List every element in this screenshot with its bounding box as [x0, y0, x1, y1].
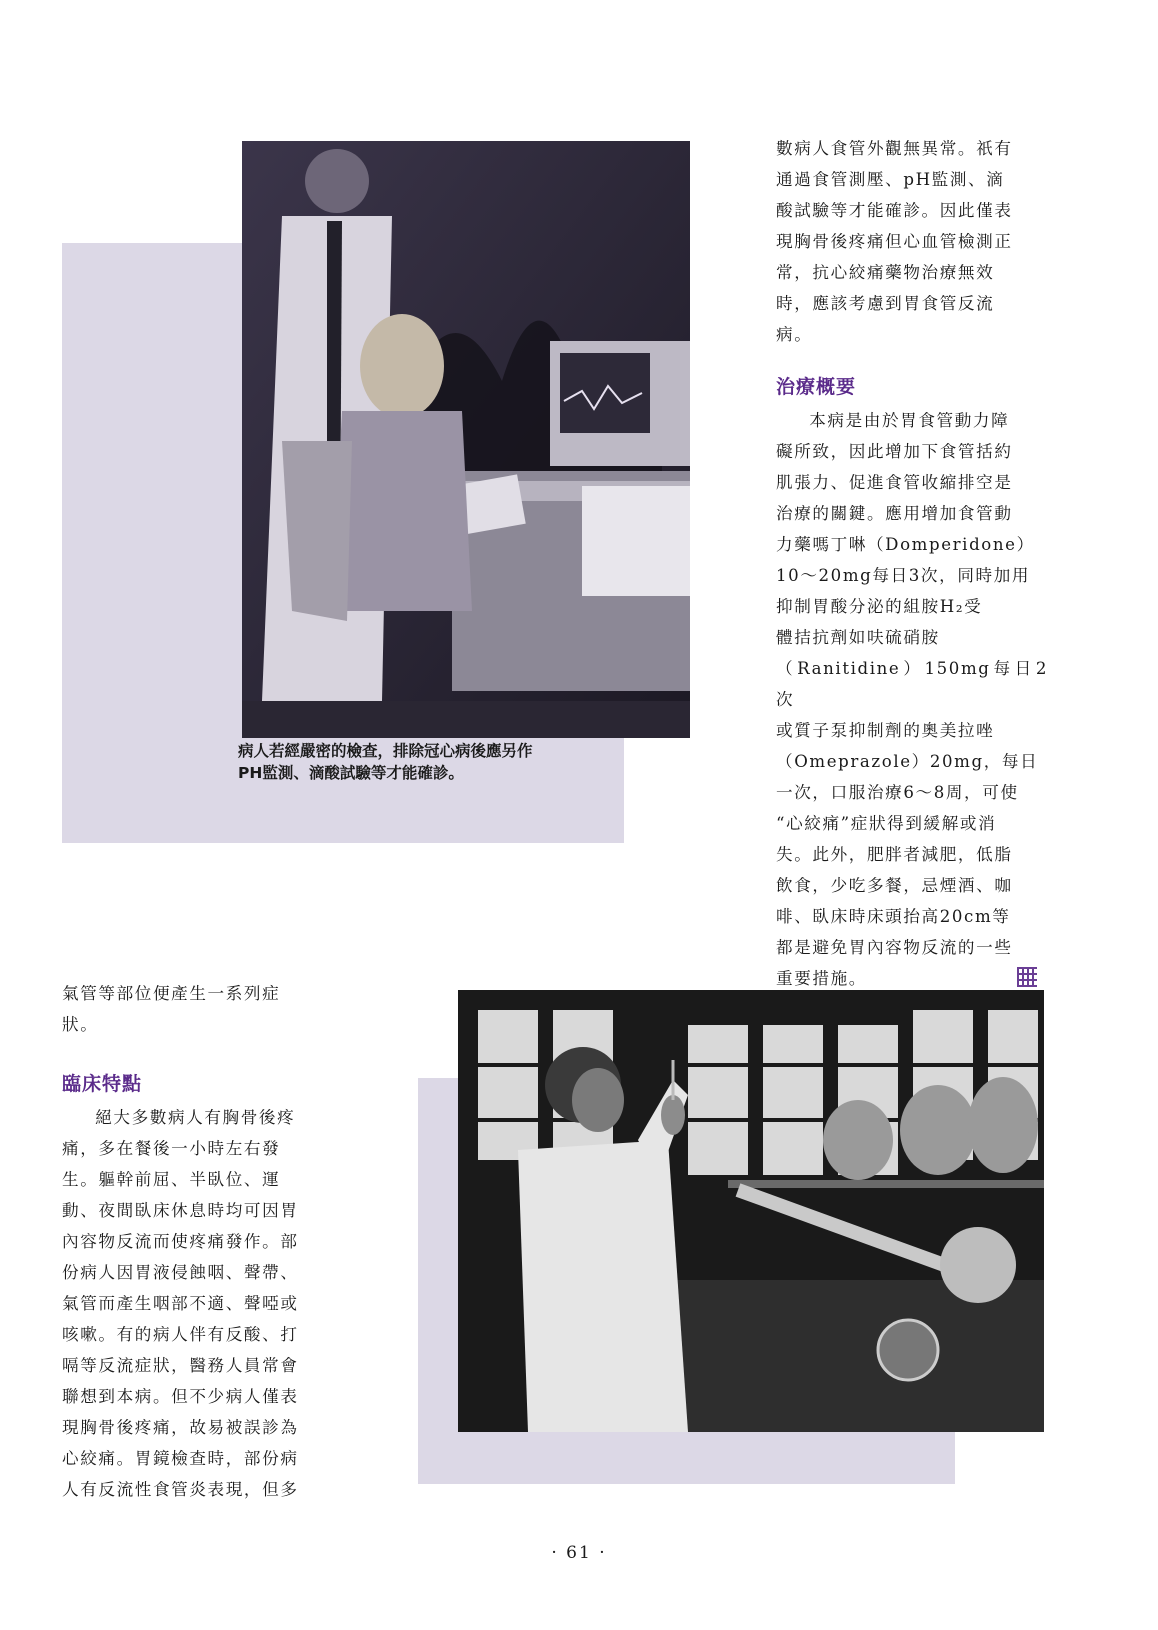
text-line: 時，應該考慮到胃食管反流 [776, 294, 995, 313]
text-line: 體拮抗劑如呋硫硝胺 [776, 628, 940, 647]
caption-line-1: 病人若經嚴密的檢查，排除冠心病後應另作 [238, 742, 533, 760]
text-line: 數病人食管外觀無異常。祇有 [776, 139, 1013, 158]
text-line: 通過食管測壓、pH監測、滴 [776, 170, 1005, 189]
text-line: 動、夜間臥床休息時均可因胃 [62, 1201, 299, 1220]
text-line: “心絞痛”症狀得到緩解或消 [776, 814, 997, 833]
text-line: 常，抗心絞痛藥物治療無效 [776, 263, 995, 282]
text-line: 現胸骨後疼痛但心血管檢測正 [776, 232, 1013, 251]
text-line: 痛，多在餐後一小時左右發 [62, 1139, 281, 1158]
text-line: 10～20mg每日3次，同時加用 [776, 566, 1031, 585]
text-line: 咳嗽。有的病人伴有反酸、打 [62, 1325, 299, 1344]
text-line: 重要措施。 [776, 969, 867, 988]
text-line: 份病人因胃液侵蝕咽、聲帶、 [62, 1263, 299, 1282]
text-line: 啡、臥床時床頭抬高20cm等 [776, 907, 1011, 926]
article-end-mark-icon [1017, 967, 1037, 987]
caption-line-2: PH監測、滴酸試驗等才能確診。 [238, 764, 464, 782]
text-line: 聯想到本病。但不少病人僅表 [62, 1387, 299, 1406]
text-line: 酸試驗等才能確診。因此僅表 [776, 201, 1013, 220]
text-line: 絕大多數病人有胸骨後疼 [95, 1108, 296, 1127]
left-column-p1 [62, 1102, 337, 1505]
text-line: 一次，口服治療6～8周，可使 [776, 783, 1019, 802]
text-line: 病。 [776, 325, 813, 344]
text-line: 氣管而產生咽部不適、聲啞或 [62, 1294, 299, 1313]
left-column-p0 [62, 978, 337, 1040]
text-line: 抑制胃酸分泌的組胺H₂受 [776, 597, 983, 616]
text-line: 飲食，少吃多餐，忌煙酒、咖 [776, 876, 1013, 895]
text-line: （Ranitidine）150mg每日2次 [776, 659, 1048, 709]
text-line: 氣管等部位便產生一系列症 [62, 984, 281, 1003]
clinical-heading: 臨床特點 [62, 1073, 143, 1095]
text-line: （Omeprazole）20mg，每日 [776, 752, 1039, 771]
text-line: 內容物反流而使疼痛發作。部 [62, 1232, 299, 1251]
text-line: 力藥嗎丁啉（Domperidone） [776, 535, 1035, 554]
text-line: 礙所致，因此增加下食管括約 [776, 442, 1013, 461]
text-line: 治療的關鍵。應用增加食管動 [776, 504, 1013, 523]
right-column-p1 [776, 133, 1048, 350]
text-line: 本病是由於胃食管動力障 [809, 411, 1010, 430]
right-column-p2 [776, 405, 1048, 994]
text-line: 或質子泵抑制劑的奧美拉唑 [776, 721, 995, 740]
doctor-computer-photo [242, 141, 690, 738]
text-line: 現胸骨後疼痛，故易被誤診為 [62, 1418, 299, 1437]
photo-caption [238, 740, 618, 784]
text-line: 狀。 [62, 1015, 99, 1034]
text-line: 人有反流性食管炎表現，但多 [62, 1480, 299, 1499]
text-line: 生。軀幹前屈、半臥位、運 [62, 1170, 281, 1189]
laboratory-photo [458, 990, 1044, 1432]
text-line: 心絞痛。胃鏡檢查時，部份病 [62, 1449, 299, 1468]
page-number: · 61 · [551, 1543, 607, 1563]
text-line: 失。此外，肥胖者減肥，低脂 [776, 845, 1013, 864]
text-line: 肌張力、促進食管收縮排空是 [776, 473, 1013, 492]
treatment-heading: 治療概要 [776, 376, 857, 398]
text-line: 嗝等反流症狀，醫務人員常會 [62, 1356, 299, 1375]
text-line: 都是避免胃內容物反流的一些 [776, 938, 1013, 957]
